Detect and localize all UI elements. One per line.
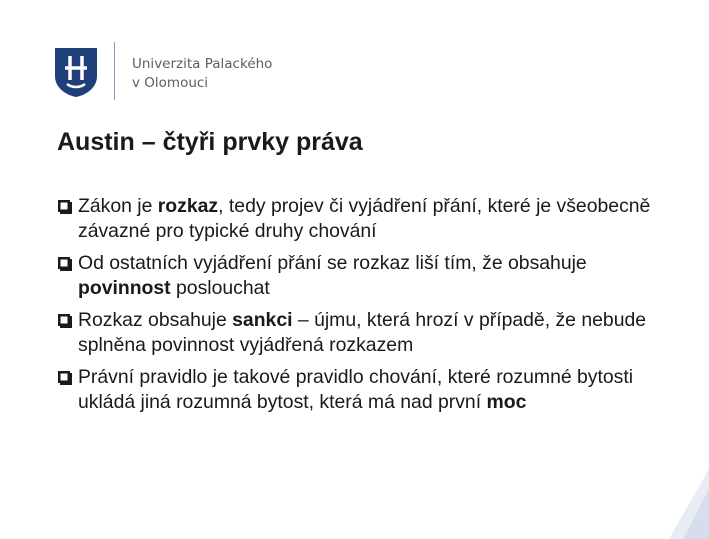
bullet-text: Zákon je [78,195,158,217]
university-logo [52,38,292,100]
checkbox-square-icon [57,199,73,215]
university-name-line2: v Olomouci [132,75,209,91]
bullet-emphasis: rozkaz [157,195,219,217]
bullet-text: , tedy projev či vyjádření přání, které je všeobecně závazné pro typické druhy chování [78,195,651,242]
bullet-text: Od ostatních vyjádření přání se rozkaz liší tím, že obsahuje [78,252,587,274]
slide-title: Austin – čtyři prvky práva [57,128,363,156]
bullet-text: Rozkaz obsahuje [78,309,233,331]
bullet-emphasis: sankci [232,309,293,331]
bullet-text: poslouchat [170,277,270,299]
bullet-item [57,308,677,358]
corner-decoration [669,469,709,539]
university-shield-icon [52,46,100,98]
bullet-emphasis: povinnost [78,277,171,299]
bullet-list [57,194,677,422]
bullet-emphasis: moc [486,391,527,413]
logo-divider [114,42,115,100]
bullet-text: – újmu, která hrozí v případě, že nebude splněna povinnost vyjádřená rozkazem [78,309,647,356]
bullet-item [57,365,677,415]
bullet-text: Právní pravidlo je takové pravidlo chování, které rozumné bytosti ukládá jiná rozumná bytost, která má nad první [78,366,634,413]
checkbox-square-icon [57,370,73,386]
university-name-line1: Univerzita Palackého [132,56,273,72]
checkbox-square-icon [57,313,73,329]
university-name [132,55,272,93]
checkbox-square-icon [57,256,73,272]
bullet-item [57,194,677,244]
bullet-item [57,251,677,301]
